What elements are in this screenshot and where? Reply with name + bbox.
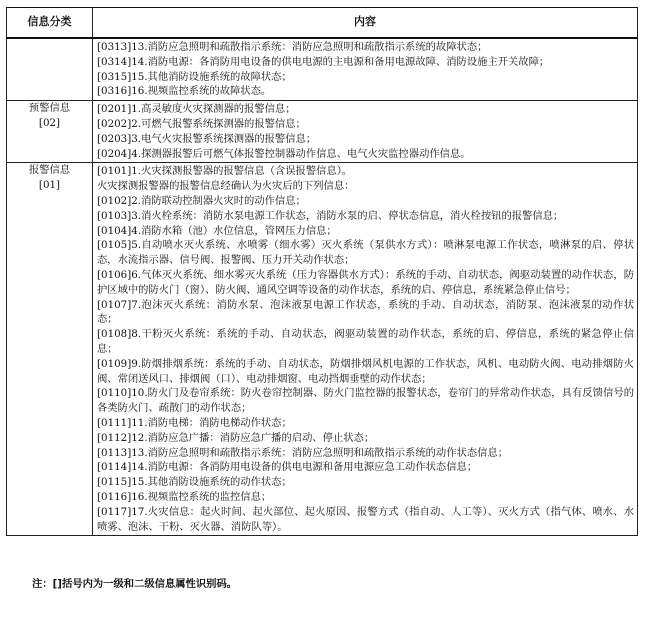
category-name: 报警信息: [28, 164, 71, 177]
content-line: [0117]17.火灾信息：起火时间、起火部位、起火原因、报警方式（指自动、人工等）、灭火方式（指气体、喷水、水喷雾、泡沫、干粉、灭火器、消防队等）。: [97, 505, 634, 533]
content-line: [0315]15.其他消防设施系统的故障状态；: [97, 70, 292, 83]
content-cell: [93, 163, 638, 536]
content-line: [0111]11.消防电梯：消防电梯动作状态；: [97, 416, 292, 429]
content-line: [0115]15.其他消防设施系统的动作状态；: [97, 476, 292, 489]
category-code: [02]: [38, 116, 61, 129]
content-line: [0201]1.高灵敏度火灾探测器的报警信息；: [97, 103, 296, 116]
category-cell: [7, 163, 93, 536]
content-line: [0204]4.探测器报警后可燃气体报警控制器动作信息、电气火灾监控器动作信息。: [97, 147, 471, 160]
header-content: 内容: [93, 8, 638, 39]
category-cell: [7, 101, 93, 163]
content-line: [0109]9.防烟排烟系统：系统的手动、自动状态，防烟排烟风机电源的工作状态，风机、电动防火阀、电动排烟防火阀、常闭送风口、排烟阀（口）、电动排烟窗、电动挡烟垂壁的动作状态；: [97, 357, 634, 385]
category-code: [01]: [38, 179, 61, 192]
content-cell: [93, 101, 638, 163]
content-line: [0203]3.电气火灾报警系统探测器的报警信息；: [97, 132, 317, 145]
table-header-row: [7, 8, 638, 39]
content-line: [0113]13.消防应急照明和疏散指示系统：消防应急照明和疏散指示系统的动作状态信息；: [97, 446, 509, 459]
content-line: 火灾探测报警器的报警信息经确认为火灾后的下列信息：: [97, 180, 355, 193]
table-row: [7, 101, 638, 163]
info-table: [6, 7, 638, 536]
content-line: [0116]16.视频监控系统的监控信息；: [97, 490, 272, 503]
content-line: [0107]7.泡沫灭火系统：消防水泵、泡沫液泵电源工作状态，系统的手动、自动状态，消防泵、泡沫液泵的动作状态；: [97, 298, 634, 326]
header-category: 信息分类: [7, 8, 93, 39]
content-line: [0102]2.消防联动控制器火灾时的动作信息；: [97, 194, 306, 207]
content-line: [0202]2.可燃气报警系统探测器的报警信息；: [97, 117, 306, 130]
content-cell: [93, 38, 638, 101]
table-note: 注：[]括号内为一级和二级信息属性识别码。: [32, 578, 238, 590]
content-line: [0104]4.消防水箱（池）水位信息，管网压力信息；: [97, 224, 337, 237]
content-line: [0106]6.气体灭火系统、细水雾灭火系统（压力容器供水方式）：系统的手动、自动状态，阀驱动装置的动作状态，防护区域中的防火门（窗）、防火阀、通风空调等设备的动作状态，系统的启、停信息，系统紧急停止信号；: [97, 268, 634, 296]
content-line: [0313]13.消防应急照明和疏散指示系统：消防应急照明和疏散指示系统的故障状态；: [97, 41, 488, 53]
category-cell: [7, 38, 93, 101]
content-line: [0101]1.火灾探测报警器的报警信息（含误报警信息）。: [97, 165, 353, 178]
category-name: 预警信息: [28, 102, 71, 115]
content-line: [0316]16.视频监控系统的故障状态。: [97, 85, 272, 98]
content-line: [0314]14.消防电源：各消防用电设备的供电电源的主电源和备用电源故障、消防设施主开关故障；: [97, 55, 550, 68]
table-row: [7, 163, 638, 536]
content-line: [0110]10.防火门及卷帘系统：防火卷帘控制器、防火门监控器的报警状态，卷帘门的异常动作状态，具有反馈信号的各类防火门、疏散门的动作状态；: [97, 387, 634, 415]
content-line: [0105]5.自动喷水灭火系统、水喷雾（细水雾）灭火系统（泵供水方式）：喷淋泵电源工作状态，喷淋泵的启、停状态，水流指示器、信号阀、报警阀、压力开关动作状态；: [97, 239, 634, 267]
content-line: [0103]3.消火栓系统：消防水泵电源工作状态，消防水泵的启、停状态信息，消火栓按钮的报警信息；: [97, 209, 564, 222]
content-line: [0112]12.消防应急广播：消防应急广播的启动、停止状态；: [97, 431, 375, 444]
content-line: [0114]14.消防电源：各消防用电设备的供电电源和备用电源应急工动作状态信息；: [97, 461, 478, 474]
content-line: [0108]8.干粉灭火系统：系统的手动、自动状态，阀驱动装置的动作状态，系统的启、停信息，系统的紧急停止信息；: [97, 328, 634, 355]
table-row: [7, 38, 638, 101]
